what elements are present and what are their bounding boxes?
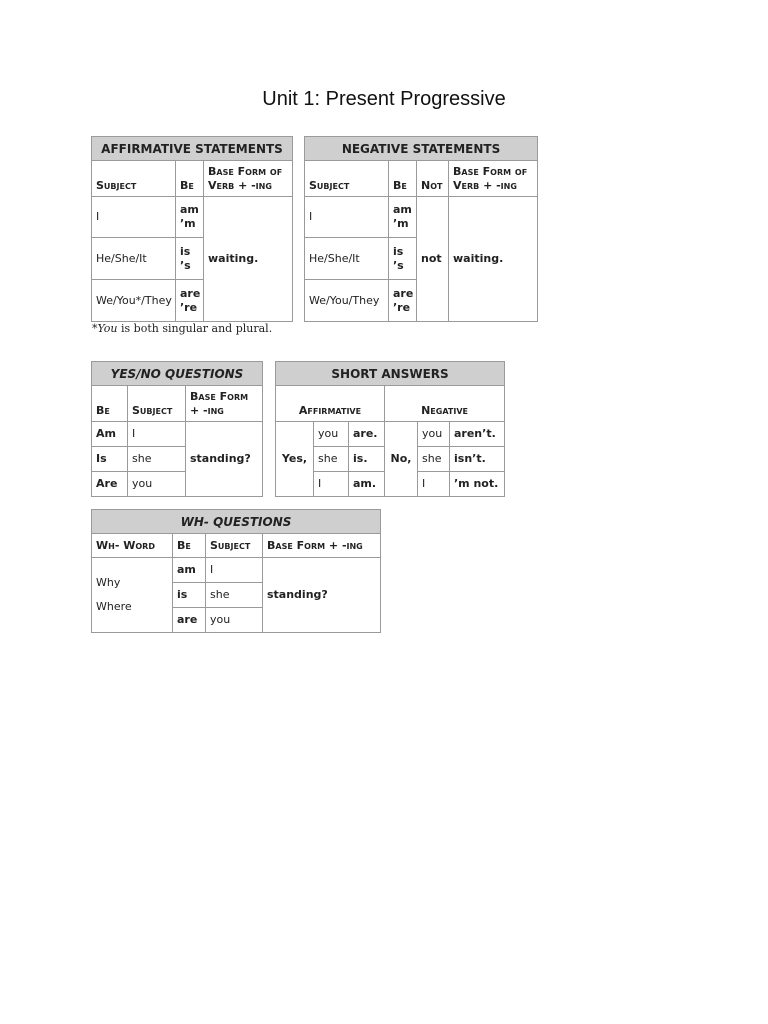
col-subject: Subject xyxy=(206,534,263,558)
table-cell-subject: I xyxy=(314,472,349,497)
no-cell: No, xyxy=(385,422,418,497)
yes-cell: Yes, xyxy=(276,422,314,497)
table-cell-be: are ’re xyxy=(389,280,417,322)
table-cell-be: are ’re xyxy=(176,280,204,322)
table-cell-subject: We/You/They xyxy=(305,280,389,322)
table-cell-subject: she xyxy=(206,583,263,608)
wh-header: WH- QUESTIONS xyxy=(92,510,381,534)
affirmative-header: AFFIRMATIVE STATEMENTS xyxy=(92,137,293,161)
col-subject: Subject xyxy=(92,161,176,197)
page-title: Unit 1: Present Progressive xyxy=(262,88,506,110)
table-cell-be: am ’m xyxy=(389,197,417,238)
table-cell-subject: you xyxy=(418,422,450,447)
col-base-form xyxy=(186,386,263,422)
col-base-line2: + -ing xyxy=(190,404,224,417)
wh-words-cell xyxy=(92,558,173,633)
table-cell-be: Is xyxy=(92,447,128,472)
col-not: Not xyxy=(417,161,449,197)
table-cell-verb: standing? xyxy=(263,558,381,633)
table-cell-subject: I xyxy=(206,558,263,583)
col-be: Be xyxy=(389,161,417,197)
col-subject: Subject xyxy=(305,161,389,197)
table-cell-be: am xyxy=(173,558,206,583)
col-negative: Negative xyxy=(385,386,505,422)
col-base-form xyxy=(204,161,293,197)
table-cell-verb: are. xyxy=(349,422,385,447)
table-cell-verb: aren’t. xyxy=(450,422,505,447)
col-base-line1: Base Form of xyxy=(453,165,528,178)
table-cell-subject: I xyxy=(418,472,450,497)
col-base-line2: Verb + -ing xyxy=(453,179,517,192)
table-cell-verb: is. xyxy=(349,447,385,472)
affirmative-statements-table xyxy=(91,136,293,322)
table-cell-be: am ’m xyxy=(176,197,204,238)
yes-no-questions-table xyxy=(91,361,263,497)
col-base-line1: Base Form of xyxy=(208,165,283,178)
footnote: *You is both singular and plural. xyxy=(92,322,273,335)
table-cell-be: is ’s xyxy=(176,238,204,280)
table-cell-subject: I xyxy=(128,422,186,447)
short-answers-table xyxy=(275,361,505,497)
table-cell-subject: He/She/It xyxy=(92,238,176,280)
short-answers-header: SHORT ANSWERS xyxy=(276,362,505,386)
table-cell-subject: she xyxy=(128,447,186,472)
table-cell-verb: standing? xyxy=(186,422,263,497)
col-subject: Subject xyxy=(128,386,186,422)
table-cell-verb: isn’t. xyxy=(450,447,505,472)
col-base-form xyxy=(449,161,538,197)
table-cell-be: are xyxy=(173,608,206,633)
col-wh-word: Wh- Word xyxy=(92,534,173,558)
table-cell-be: is xyxy=(173,583,206,608)
table-cell-subject: you xyxy=(206,608,263,633)
wh-word: Why xyxy=(96,576,121,589)
negative-statements-table xyxy=(304,136,538,322)
table-cell-subject: We/You*/They xyxy=(92,280,176,322)
table-cell-subject: you xyxy=(314,422,349,447)
col-be: Be xyxy=(173,534,206,558)
table-cell-be: is ’s xyxy=(389,238,417,280)
wh-questions-table xyxy=(91,509,381,633)
table-cell-be: Are xyxy=(92,472,128,497)
table-cell-subject: I xyxy=(305,197,389,238)
table-cell-subject: I xyxy=(92,197,176,238)
table-cell-subject: she xyxy=(314,447,349,472)
wh-word: Where xyxy=(96,600,132,613)
yesno-header: YES/NO QUESTIONS xyxy=(92,362,263,386)
col-be: Be xyxy=(92,386,128,422)
table-cell-be: Am xyxy=(92,422,128,447)
table-cell-verb: waiting. xyxy=(449,197,538,322)
table-cell-verb: am. xyxy=(349,472,385,497)
table-cell-not: not xyxy=(417,197,449,322)
table-cell-verb: ’m not. xyxy=(450,472,505,497)
col-base-line2: Verb + -ing xyxy=(208,179,272,192)
col-base-form: Base Form + -ing xyxy=(263,534,381,558)
col-base-line1: Base Form xyxy=(190,390,249,403)
table-cell-subject: she xyxy=(418,447,450,472)
col-be: Be xyxy=(176,161,204,197)
table-cell-subject: He/She/It xyxy=(305,238,389,280)
col-affirmative: Affirmative xyxy=(276,386,385,422)
table-cell-subject: you xyxy=(128,472,186,497)
table-cell-verb: waiting. xyxy=(204,197,293,322)
negative-header: NEGATIVE STATEMENTS xyxy=(305,137,538,161)
